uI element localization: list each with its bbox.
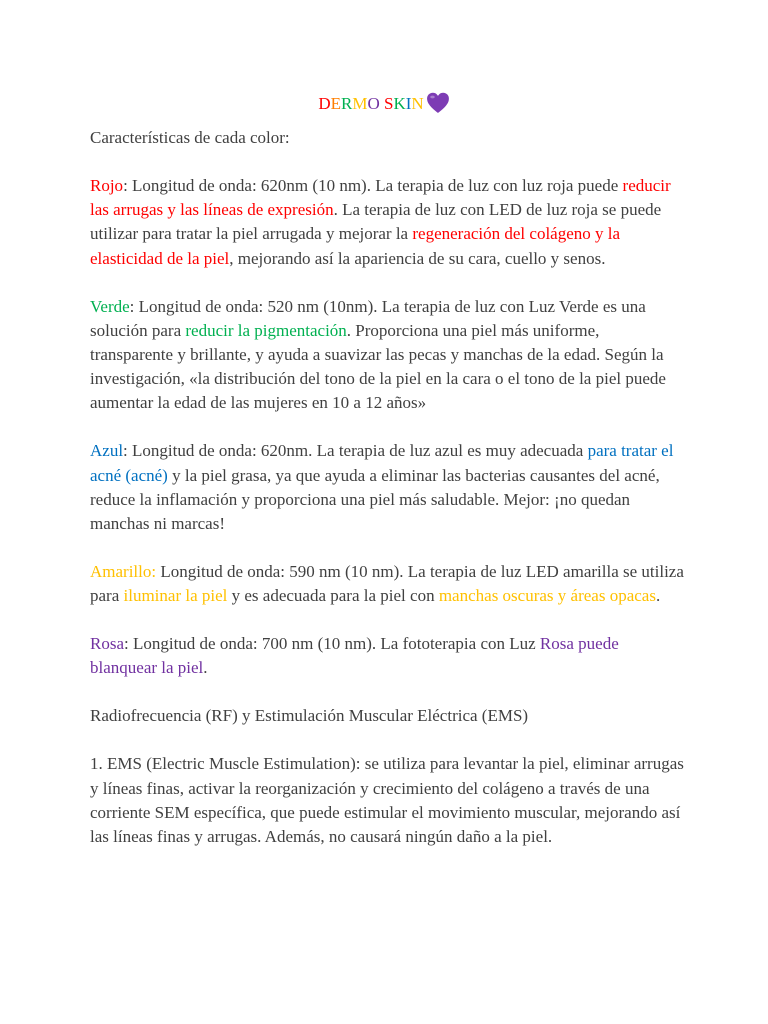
intro-text: Características de cada color: bbox=[90, 128, 290, 147]
ems-text: 1. EMS (Electric Muscle Estimulation): se utiliza para levantar la piel, eliminar arrugas y líneas finas, activar la reorganización y crecimiento del colágeno a través de una corriente SEM específica, que puede estimular el movimiento muscular, mejorando así las líneas finas y arrugas. Además, no causará ningún daño a la piel. bbox=[90, 754, 684, 847]
title-letter: N bbox=[411, 94, 424, 113]
rf-heading: Radiofrecuencia (RF) y Estimulación Muscular Eléctrica (EMS) bbox=[90, 706, 529, 726]
amarillo-text-2: y es adecuada para la piel con bbox=[227, 586, 439, 606]
rosa-label: Rosa bbox=[90, 634, 124, 654]
rojo-highlight-1: reducir las arrugas y las líneas de expresión bbox=[90, 176, 671, 220]
verde-text-2: . Proporciona una piel más uniforme, transparente y brillante, y ayuda a suavizar las pecas y manchas de la edad. Según la investigación, «la distribución del tono de la piel en la cara o el tono de la piel puede aumentar la edad de las mujeres en 10 a 12 años» bbox=[90, 320, 666, 413]
azul-highlight-1: para tratar el acné (acné) bbox=[90, 441, 674, 485]
title-letter: K bbox=[393, 94, 406, 113]
azul-text-1: : Longitud de onda: 620nm. La terapia de luz azul es muy adecuada bbox=[123, 441, 588, 461]
ems-paragraph bbox=[90, 752, 686, 849]
verde-label: Verde bbox=[90, 296, 130, 316]
intro-paragraph bbox=[90, 126, 686, 150]
rf-heading-paragraph bbox=[90, 704, 686, 728]
title-text bbox=[318, 94, 423, 113]
rojo-text-2: . La terapia de luz con LED de luz roja se puede utilizar para tratar la piel arrugada y mejorar la bbox=[90, 200, 662, 244]
azul-text-2: y la piel grasa, ya que ayuda a eliminar las bacterias causantes del acné, reduce la inflamación y proporciona una piel más saludable. Mejor: ¡no quedan manchas ni marcas! bbox=[90, 465, 660, 534]
title-letter: I bbox=[405, 94, 412, 113]
verde-highlight-1: reducir la pigmentación bbox=[185, 320, 347, 340]
amarillo-label: Amarillo: bbox=[90, 562, 157, 582]
title-letter: O bbox=[367, 94, 380, 113]
azul-label: Azul bbox=[90, 441, 124, 461]
rojo-text-1: : Longitud de onda: 620nm (10 nm). La terapia de luz con luz roja puede bbox=[123, 176, 623, 195]
title-letter: R bbox=[340, 94, 353, 113]
rosa-highlight-1: Rosa puede blanquear la piel bbox=[90, 634, 619, 678]
title-letter: M bbox=[352, 94, 368, 113]
title-letter: E bbox=[330, 94, 341, 113]
amarillo-paragraph bbox=[90, 560, 686, 608]
azul-paragraph bbox=[90, 439, 686, 536]
rojo-highlight-2: regeneración del colágeno y la elasticidad de la piel bbox=[90, 224, 621, 268]
rojo-text-3: , mejorando así la apariencia de su cara, cuello y senos. bbox=[229, 248, 606, 268]
purple-heart-icon bbox=[426, 92, 450, 121]
rojo-paragraph bbox=[90, 174, 686, 271]
amarillo-text-3: . bbox=[655, 586, 661, 606]
rojo-label: Rojo bbox=[90, 176, 124, 195]
verde-text-1: : Longitud de onda: 520 nm (10nm). La terapia de luz con Luz Verde es una solución para bbox=[90, 296, 646, 340]
title-letter: D bbox=[318, 94, 331, 113]
verde-paragraph bbox=[90, 295, 686, 416]
amarillo-text-1: Longitud de onda: 590 nm (10 nm). La terapia de luz LED amarilla se utiliza para bbox=[90, 562, 684, 606]
title-letter: S bbox=[383, 94, 394, 113]
document-title bbox=[0, 92, 768, 121]
document-body bbox=[90, 126, 686, 873]
amarillo-highlight-2: manchas oscuras y áreas opacas bbox=[438, 586, 656, 606]
rosa-text-1: : Longitud de onda: 700 nm (10 nm). La fototerapia con Luz bbox=[124, 634, 540, 654]
rosa-text-2: . bbox=[203, 658, 208, 678]
rosa-paragraph bbox=[90, 632, 686, 680]
amarillo-highlight-1: iluminar la piel bbox=[123, 586, 228, 606]
